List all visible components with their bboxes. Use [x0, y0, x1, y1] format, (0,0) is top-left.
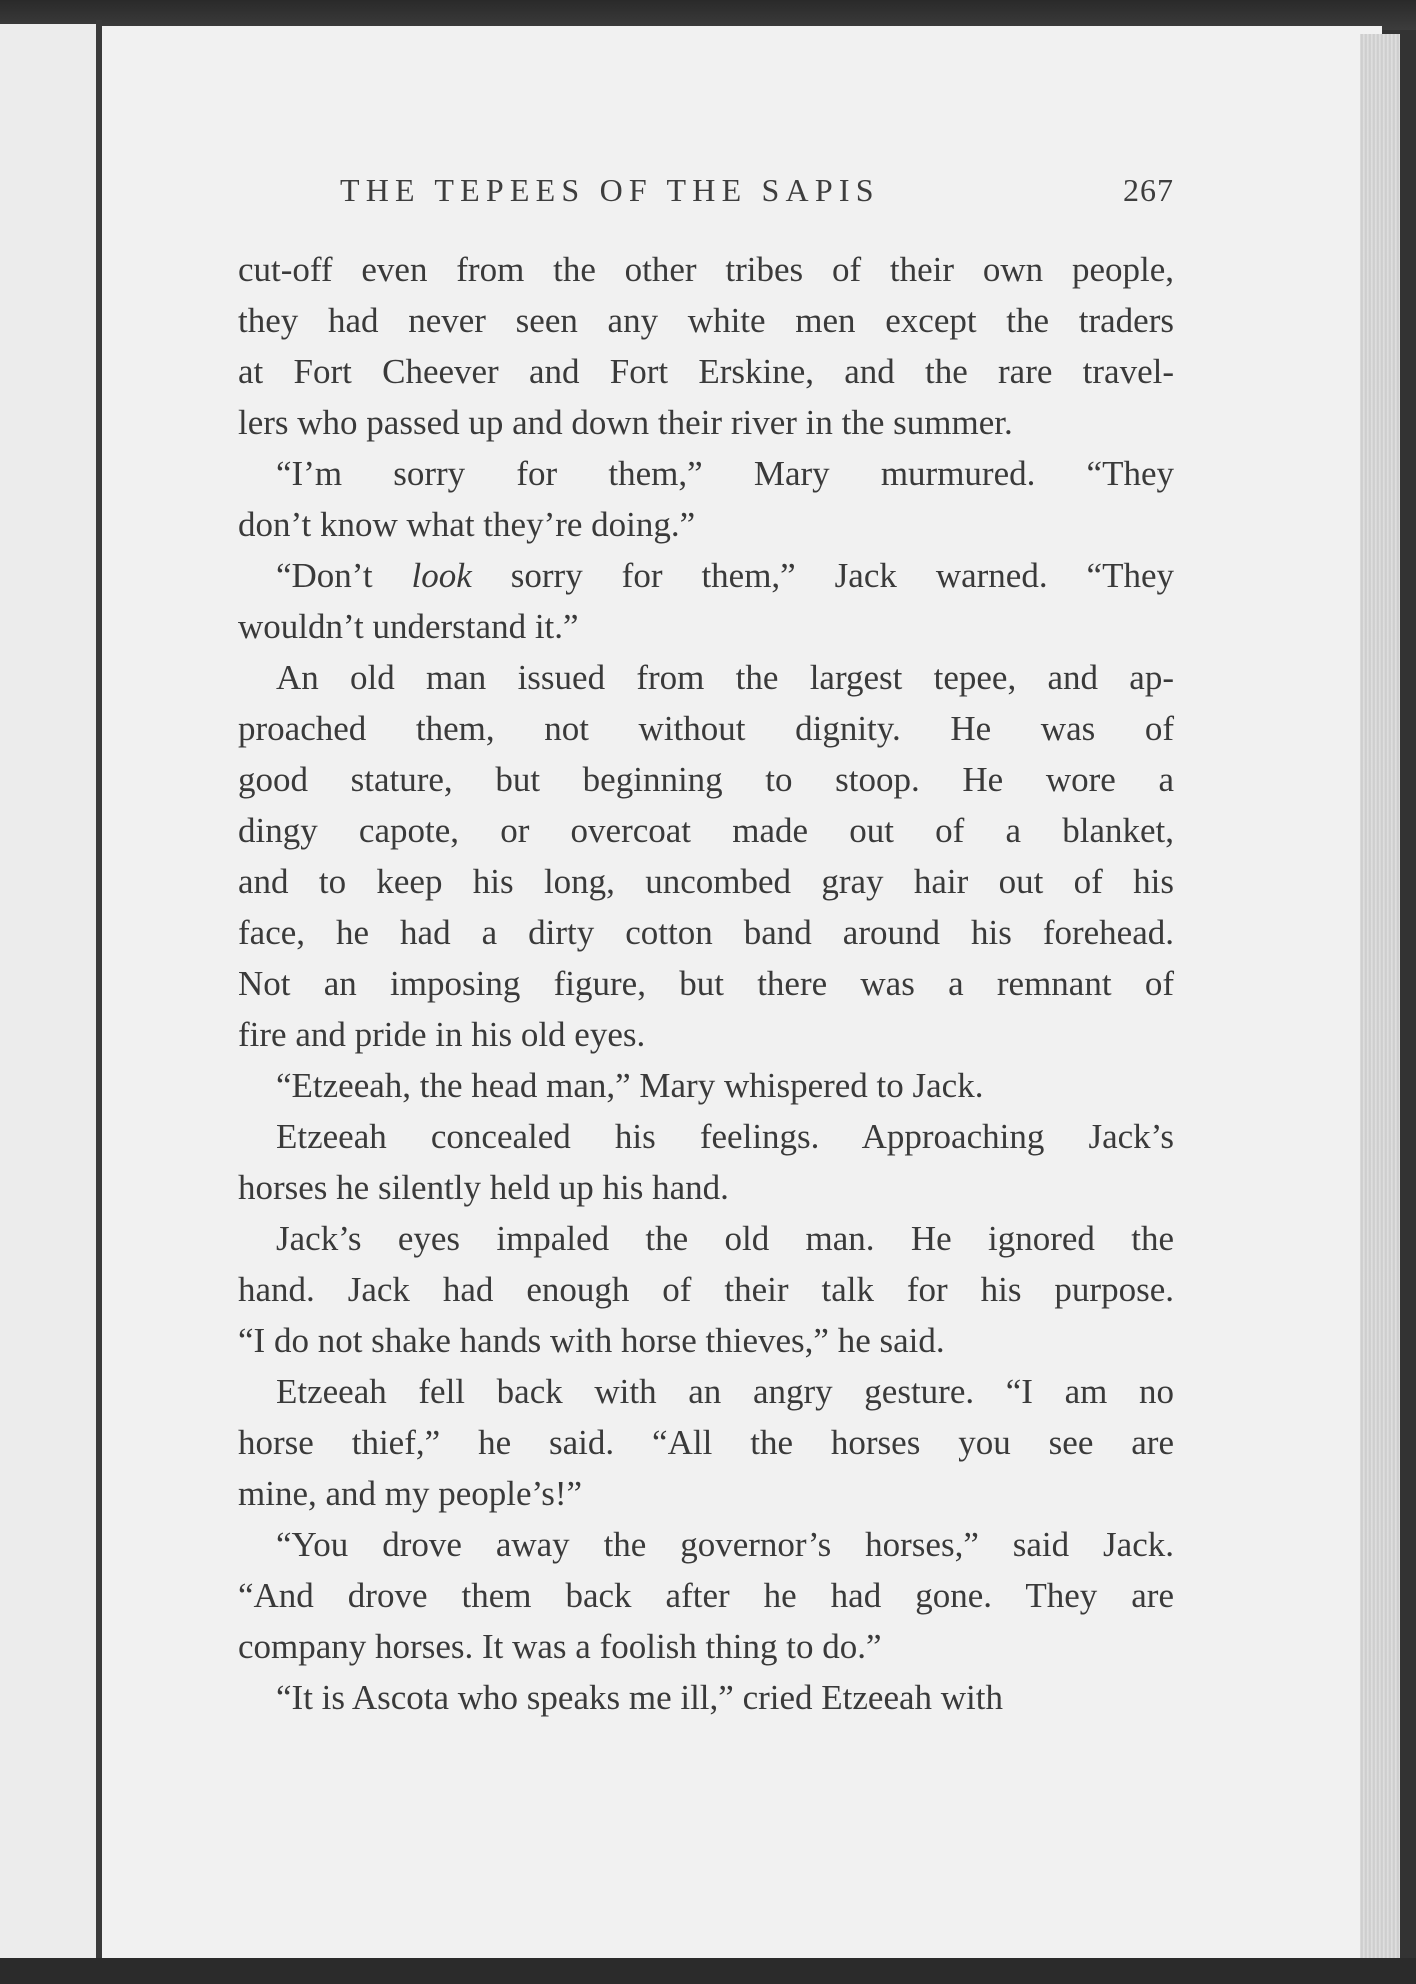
- emphasis-text: look: [411, 556, 472, 595]
- paragraph: [238, 1213, 1174, 1366]
- text-line: “I’m sorry for them,” Mary murmured. “They: [276, 454, 1174, 493]
- text-line: good stature, but beginning to stoop. He wore a: [238, 760, 1174, 799]
- text-line: face, he had a dirty cotton band around his forehead.: [238, 913, 1174, 952]
- text-line: lers who passed up and down their river in the summer.: [238, 403, 1013, 442]
- paragraph: [238, 1111, 1174, 1213]
- text-line: “I do not shake hands with horse thieves,” he said.: [238, 1321, 945, 1360]
- paragraph: [238, 1060, 1174, 1111]
- text-line: mine, and my people’s!”: [238, 1474, 583, 1513]
- paragraph: [238, 550, 1174, 652]
- paragraph: [238, 652, 1174, 1060]
- text-line: at Fort Cheever and Fort Erskine, and the rare travel-: [238, 352, 1174, 391]
- text-line: “You drove away the governor’s horses,” said Jack.: [276, 1525, 1174, 1564]
- text-line: “Etzeeah, the head man,” Mary whispered to Jack.: [276, 1066, 984, 1105]
- text-line: Not an imposing figure, but there was a remnant of: [238, 964, 1174, 1003]
- text-line: cut-off even from the other tribes of their own people,: [238, 250, 1174, 289]
- text-line: dingy capote, or overcoat made out of a blanket,: [238, 811, 1174, 850]
- text-line: “Don’t look sorry for them,” Jack warned. “They: [276, 556, 1174, 595]
- text-line: An old man issued from the largest tepee, and ap-: [276, 658, 1174, 697]
- text-line: “And drove them back after he had gone. They are: [238, 1576, 1174, 1615]
- text-line: Jack’s eyes impaled the old man. He ignored the: [276, 1219, 1174, 1258]
- text-line: they had never seen any white men except the traders: [238, 301, 1174, 340]
- text-line: horses he silently held up his hand.: [238, 1168, 729, 1207]
- page-header: [340, 172, 1174, 222]
- paragraph: [238, 244, 1174, 448]
- paragraph: [238, 1672, 1174, 1723]
- text-line: wouldn’t understand it.”: [238, 607, 579, 646]
- text-line: company horses. It was a foolish thing to do.”: [238, 1627, 882, 1666]
- text-line: hand. Jack had enough of their talk for his purpose.: [238, 1270, 1174, 1309]
- text-line: horse thief,” he said. “All the horses you see are: [238, 1423, 1174, 1462]
- text-line: and to keep his long, uncombed gray hair out of his: [238, 862, 1174, 901]
- text-line: don’t know what they’re doing.”: [238, 505, 696, 544]
- text-line: Etzeeah fell back with an angry gesture. “I am no: [276, 1372, 1174, 1411]
- paragraph: [238, 1366, 1174, 1519]
- paragraph: [238, 448, 1174, 550]
- paragraph: [238, 1519, 1174, 1672]
- text-line: proached them, not without dignity. He was of: [238, 709, 1174, 748]
- scan-bottom-border: [0, 1958, 1416, 1984]
- page-number: 267: [1123, 172, 1174, 208]
- facing-page-edge: [0, 24, 96, 1959]
- text-line: “It is Ascota who speaks me ill,” cried Etzeeah with: [276, 1678, 1003, 1717]
- text-line: fire and pride in his old eyes.: [238, 1015, 646, 1054]
- body-text: [238, 244, 1174, 1723]
- text-line: Etzeeah concealed his feelings. Approaching Jack’s: [276, 1117, 1174, 1156]
- page-block-edge: [1360, 34, 1400, 1958]
- running-title: THE TEPEES OF THE SAPIS: [340, 172, 880, 208]
